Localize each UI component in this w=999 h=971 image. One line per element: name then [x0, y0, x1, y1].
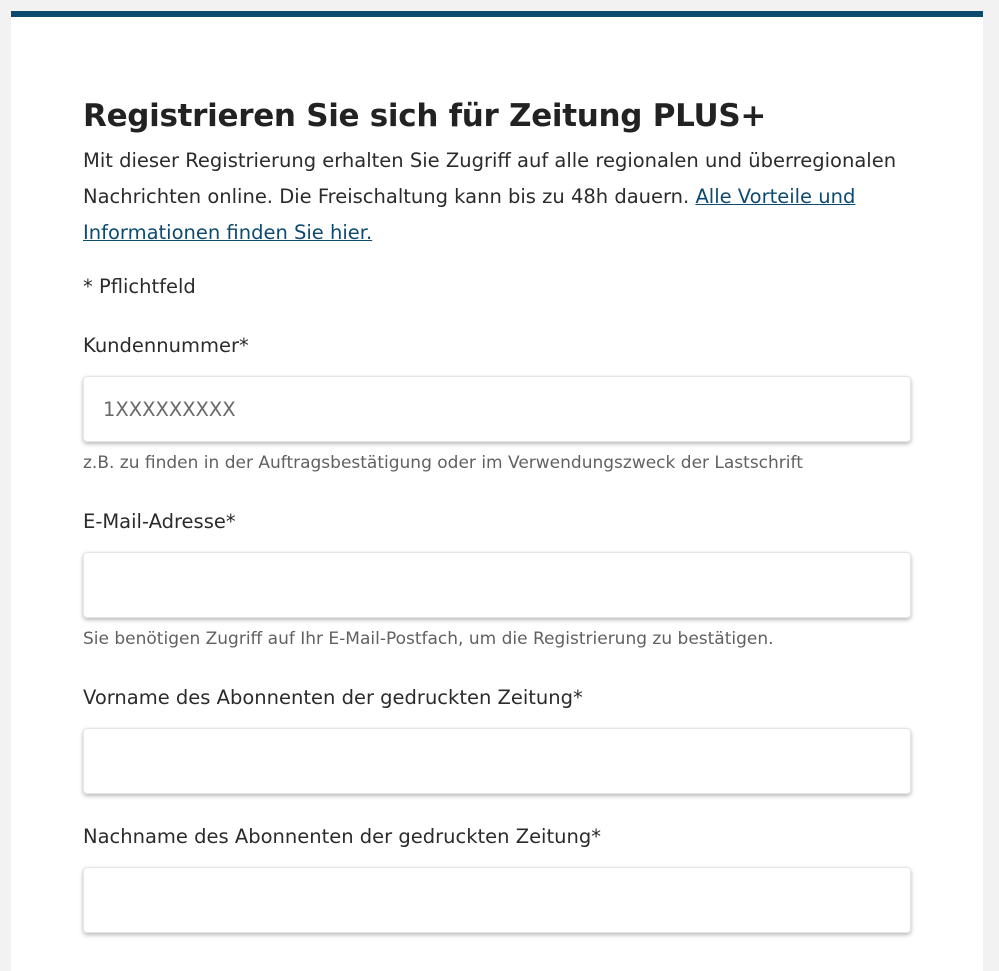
benefits-info-link[interactable]: Alle Vorteile und Informationen finden Sie hier. — [83, 185, 856, 244]
last-name-input[interactable] — [83, 867, 911, 933]
registration-form — [83, 95, 911, 933]
email-input[interactable] — [83, 552, 911, 618]
page-title: Registrieren Sie sich für Zeitung PLUS+ — [83, 98, 767, 134]
first-name-input[interactable] — [83, 728, 911, 794]
email-hint: Sie benötigen Zugriff auf Ihr E-Mail-Postfach, um die Registrierung zu bestätigen. — [83, 629, 774, 649]
intro-text: Mit dieser Registrierung erhalten Sie Zugriff auf alle regionalen und überregionalen Nachrichten online. Die Freischaltung kann bis zu 48h dauern. — [83, 149, 897, 208]
last-name-label: Nachname des Abonnenten der gedruckten Zeitung* — [83, 825, 601, 848]
intro-paragraph — [83, 143, 911, 251]
customer-number-hint: z.B. zu finden in der Auftragsbestätigung oder im Verwendungszweck der Lastschrift — [83, 453, 803, 473]
required-field-note: * Pflichtfeld — [83, 275, 196, 298]
first-name-label: Vorname des Abonnenten der gedruckten Zeitung* — [83, 686, 583, 709]
customer-number-input[interactable] — [83, 376, 911, 442]
email-label: E-Mail-Adresse* — [83, 510, 236, 533]
registration-card — [11, 11, 983, 971]
customer-number-label: Kundennummer* — [83, 334, 249, 357]
